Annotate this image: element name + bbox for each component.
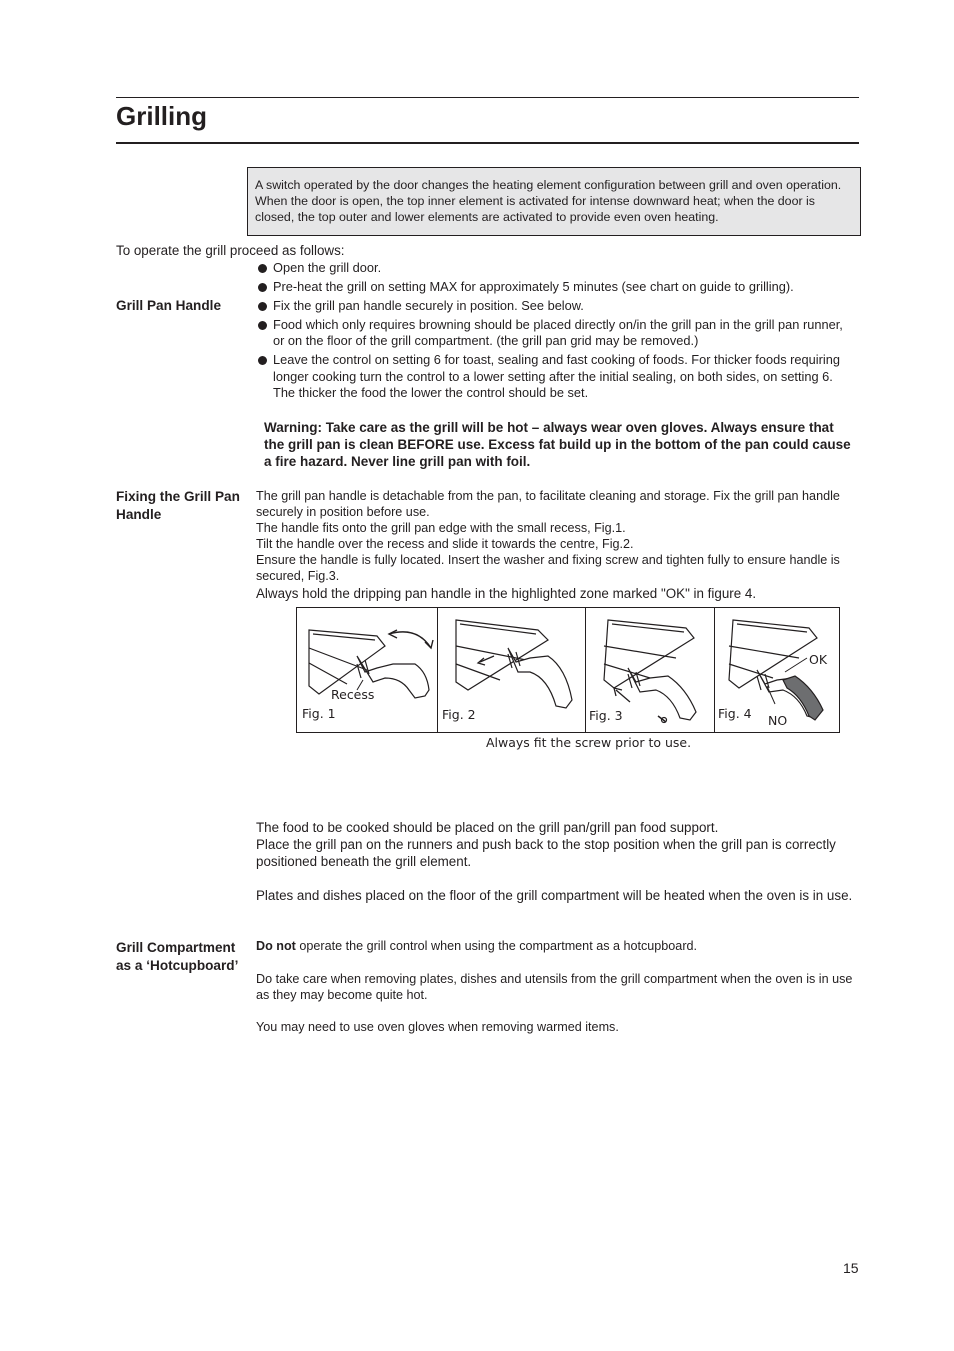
placement-para-2: Plates and dishes placed on the floor of the grill compartment will be heated when the oven is in use. xyxy=(256,888,853,903)
figure-caption: Always fit the screw prior to use. xyxy=(486,735,692,750)
warning-text: Warning: Take care as the grill will be hot – always wear oven gloves. Always ensure that the grill pan is clean BEFORE use. Excess fat build up in the bottom of the pan could cause a fire hazard. Never line grill pan with foil. xyxy=(264,420,851,470)
side-heading-hotcupboard-line1: Grill Compartment xyxy=(116,940,236,955)
figure-4-ok-label: OK xyxy=(809,652,828,667)
step-item: Open the grill door. xyxy=(256,260,856,276)
figure-1-recess-label: Recess xyxy=(331,687,375,702)
fixing-line-5: Always hold the dripping pan handle in the highlighted zone marked "OK" in figure 4. xyxy=(256,586,757,601)
figure-2-label: Fig. 2 xyxy=(442,707,476,722)
hotcupboard-para-3: You may need to use oven gloves when removing warmed items. xyxy=(256,1020,619,1034)
side-heading-grill-pan-handle: Grill Pan Handle xyxy=(116,298,221,313)
step-item: Fix the grill pan handle securely in position. See below. xyxy=(256,298,856,314)
figure-strip xyxy=(296,607,840,733)
page-number: 15 xyxy=(843,1260,859,1276)
hotcupboard-para-2: Do take care when removing plates, dishes and utensils from the grill compartment when the oven is in use as they may become quite hot. xyxy=(256,972,853,1002)
side-heading-fixing xyxy=(116,488,251,523)
fixing-instructions xyxy=(256,488,856,602)
figure-3 xyxy=(586,608,714,732)
side-heading-fixing-line2: Handle xyxy=(116,506,162,522)
figure-3-label: Fig. 3 xyxy=(589,708,623,723)
top-rule xyxy=(116,97,859,98)
placement-instructions xyxy=(256,819,856,904)
figure-4 xyxy=(715,608,839,732)
side-heading-fixing-line1: Fixing the Grill Pan xyxy=(116,489,240,504)
fixing-line-2: The handle fits onto the grill pan edge with the small recess, Fig.1. xyxy=(256,521,626,535)
hotcupboard-instructions xyxy=(256,938,856,1035)
placement-line-2: Place the grill pan on the runners and push back to the stop position when the grill pan is correctly positioned beneath the grill element. xyxy=(256,837,836,869)
hotcupboard-para-1 xyxy=(256,938,856,954)
title-underline xyxy=(116,142,859,144)
side-heading-hotcupboard-line2: as a ‘Hotcupboard’ xyxy=(116,957,239,973)
figure-2 xyxy=(438,608,585,732)
bullet-icon xyxy=(258,264,267,273)
fixing-line-3: Tilt the handle over the recess and slide it towards the centre, Fig.2. xyxy=(256,537,634,551)
figure-1 xyxy=(297,608,437,732)
figure-4-label: Fig. 4 xyxy=(718,706,752,721)
bullet-icon xyxy=(258,356,267,365)
side-heading-hotcupboard xyxy=(116,939,251,974)
do-not-rest: operate the grill control when using the compartment as a hotcupboard. xyxy=(295,939,698,953)
notice-box: A switch operated by the door changes the heating element configuration between grill and oven operation. When the door is open, the top inner element is activated for intense downward heat; when the door is closed, the top outer and lower elements are activated to provide even oven heating. xyxy=(247,167,861,236)
step-item: Pre-heat the grill on setting MAX for approximately 5 minutes (see chart on guide to grilling). xyxy=(256,279,856,295)
do-not-emphasis: Do not xyxy=(256,939,296,953)
bullet-icon xyxy=(258,283,267,292)
bullet-icon xyxy=(258,321,267,330)
intro-text: To operate the grill proceed as follows: xyxy=(116,243,345,258)
figure-4-no-label: NO xyxy=(768,713,788,728)
page-title: Grilling xyxy=(116,101,207,131)
figure-1-label: Fig. 1 xyxy=(302,706,336,721)
step-item: Food which only requires browning should be placed directly on/in the grill pan in the grill pan runner, or on the floor of the grill compartment. (the grill pan grid may be removed.) xyxy=(256,317,856,350)
bullet-icon xyxy=(258,302,267,311)
fixing-line-1: The grill pan handle is detachable from the pan, to facilitate cleaning and storage. Fix the grill pan handle securely in position before use. xyxy=(256,489,840,519)
placement-line-1: The food to be cooked should be placed on the grill pan/grill pan food support. xyxy=(256,820,719,835)
steps-list xyxy=(256,260,856,404)
fixing-line-4: Ensure the handle is fully located. Insert the washer and fixing screw and tighten fully to ensure handle is secured, Fig.3. xyxy=(256,553,840,583)
step-item: Leave the control on setting 6 for toast, sealing and fast cooking of foods. For thicker foods requiring longer cooking turn the control to a lower setting after the initial sealing, on both sides, on setting 6. The thicker the food the lower the control should be set. xyxy=(256,352,856,401)
